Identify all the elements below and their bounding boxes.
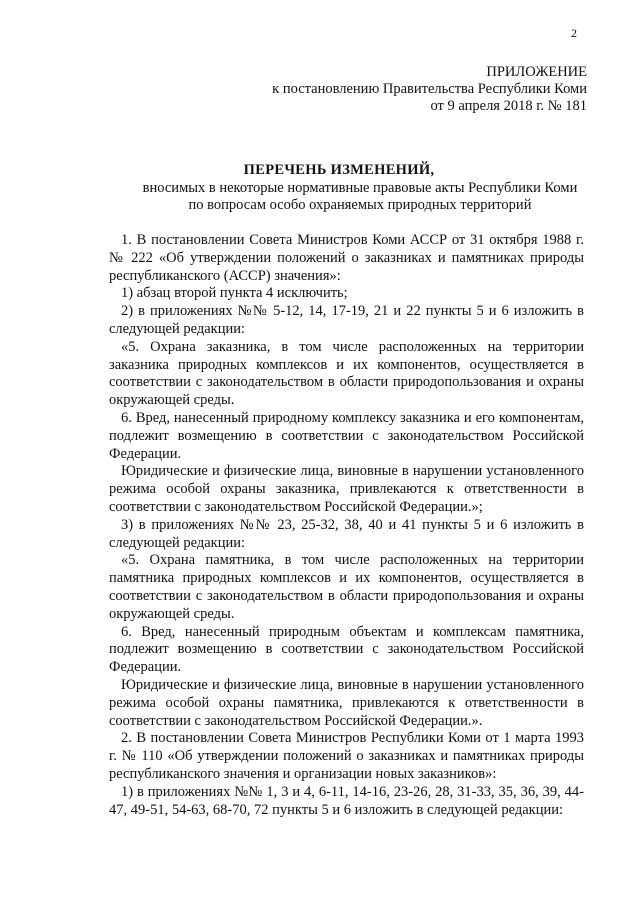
paragraph: «5. Охрана памятника, в том числе расположенных на территории памятника природных комплексов и их компонентов, осуществляется в соответствии с законодательством в области природопользования и охраны окружающей среды. <box>109 552 584 622</box>
document-title <box>0 162 640 215</box>
paragraph: Юридические и физические лица, виновные в нарушении установленного режима особой охраны заказника, привлекаются к ответственности в соответствии с законодательством Российской Федерации.»; <box>109 463 584 515</box>
paragraph: 3) в приложениях №№ 23, 25-32, 38, 40 и 41 пункты 5 и 6 изложить в следующей редакции: <box>109 516 584 551</box>
appendix-block <box>272 64 587 115</box>
appendix-line: к постановлению Правительства Республики Коми <box>272 81 587 97</box>
paragraph: 2. В постановлении Совета Министров Республики Коми от 1 марта 1993 г. № 110 «Об утверждении положений о заказниках и памятниках природы республиканского значения и организации новых заказников»: <box>109 730 584 782</box>
paragraph: 1) в приложениях №№ 1, 3 и 4, 6-11, 14-16, 23-26, 28, 31-33, 35, 36, 39, 44-47, 49-51, 54-63, 68-70, 72 пункты 5 и 6 изложить в следующей редакции: <box>109 783 584 818</box>
paragraph: «5. Охрана заказника, в том числе расположенных на территории заказника природных комплексов и их компонентов, осуществляется в соответствии с законодательством в области природопользования и охраны окружающей среды. <box>109 338 584 409</box>
paragraph: 6. Вред, нанесенный природным объектам и комплексам памятника, подлежит возмещению в соответствии с законодательством Российской Федерации. <box>109 623 584 676</box>
appendix-line: от 9 апреля 2018 г. № 181 <box>430 98 587 114</box>
paragraph: 6. Вред, нанесенный природному комплексу заказника и его компонентам, подлежит возмещению в соответствии с законодательством Российской Федерации. <box>109 409 584 462</box>
title-main: ПЕРЕЧЕНЬ ИЗМЕНЕНИЙ, <box>243 162 435 178</box>
page-number: 2 <box>571 26 577 40</box>
title-subline: по вопросам особо охраняемых природных территорий <box>188 197 532 213</box>
paragraph: Юридические и физические лица, виновные в нарушении установленного режима особой охраны памятника, привлекаются к ответственности в соответствии с законодательством Российской Федерации.». <box>109 676 584 729</box>
paragraph: 1. В постановлении Совета Министров Коми АССР от 31 октября 1988 г. № 222 «Об утверждении положений о заказниках и памятниках природы республиканского (АССР) значения»: <box>109 232 584 284</box>
title-subline: вносимых в некоторые нормативные правовые акты Республики Коми <box>142 179 578 196</box>
document-body <box>109 232 584 819</box>
paragraph: 1) абзац второй пункта 4 исключить; <box>121 285 348 302</box>
appendix-heading: ПРИЛОЖЕНИЕ <box>486 64 587 80</box>
paragraph: 2) в приложениях №№ 5-12, 14, 17-19, 21 и 22 пункты 5 и 6 изложить в следующей редакции: <box>109 303 584 337</box>
